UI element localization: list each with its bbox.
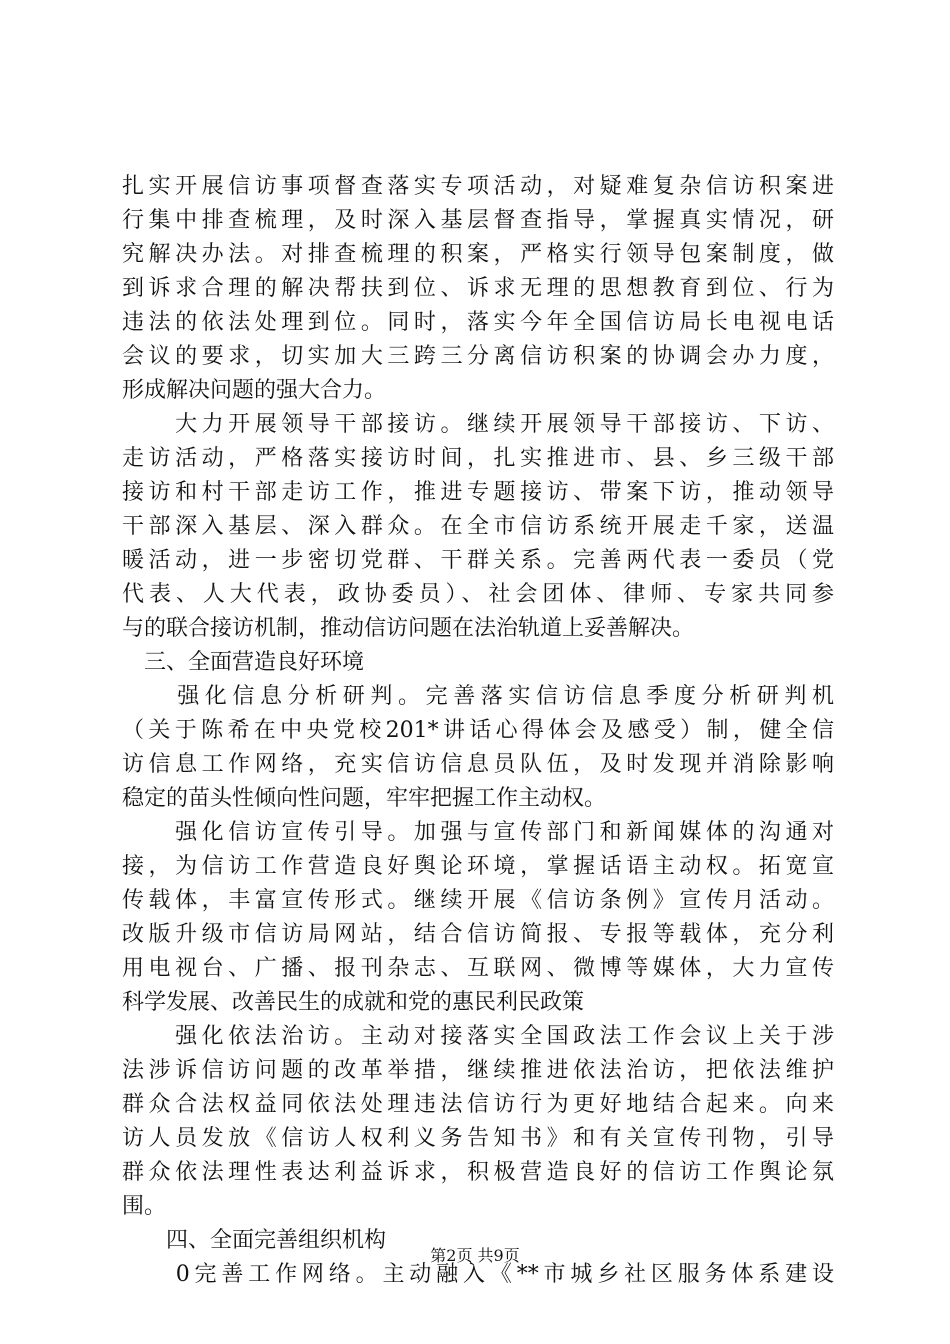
text-line: 强化信访宣传引导。加强与宣传部门和新闻媒体的沟通对 <box>122 820 834 845</box>
text-line: 用电视台、广播、报刊杂志、互联网、微博等媒体，大力宣传 <box>122 956 834 981</box>
text-line: 干部深入基层、深入群众。在全市信访系统开展走千家，送温 <box>122 514 834 539</box>
text-line: 接访和村干部走访工作，推进专题接访、带案下访，推动领导 <box>122 480 834 505</box>
text-line: 代表、人大代表，政协委员）、社会团体、律师、专家共同参 <box>122 582 834 607</box>
text-line: 与的联合接访机制，推动信访问题在法治轨道上妥善解决。 <box>122 616 695 641</box>
page-number-footer: 第2页 共9页 <box>430 1246 520 1265</box>
text-line: 稳定的苗头性倾向性问题，牢牢把握工作主动权。 <box>122 786 607 811</box>
text-line: 扎实开展信访事项督查落实专项活动，对疑难复杂信访积案进 <box>122 174 834 199</box>
section-heading: 三、全面营造良好环境 <box>122 650 365 675</box>
text-line: 改版升级市信访局网站，结合信访简报、专报等载体，充分利 <box>122 922 834 947</box>
text-line: 形成解决问题的强大合力。 <box>122 378 387 403</box>
text-line: 行集中排查梳理，及时深入基层督查指导，掌握真实情况，研 <box>122 208 834 233</box>
text-line: 访人员发放《信访人权利义务告知书》和有关宣传刊物，引导 <box>122 1126 834 1151</box>
text-line: 围。 <box>122 1194 167 1219</box>
text-line: 传载体，丰富宣传形式。继续开展《信访条例》宣传月活动。 <box>122 888 834 913</box>
text-line: 群众依法理性表达利益诉求，积极营造良好的信访工作舆论氛 <box>122 1160 834 1185</box>
document-body <box>122 170 834 1292</box>
text-line: 0完善工作网络。主动融入《**市城乡社区服务体系建设 <box>122 1262 834 1287</box>
text-line: 科学发展、改善民生的成就和党的惠民利民政策 <box>122 990 585 1015</box>
text-line: 群众合法权益同依法处理违法信访行为更好地结合起来。向来 <box>122 1092 834 1117</box>
text-line: 究解决办法。对排查梳理的积案，严格实行领导包案制度，做 <box>122 242 834 267</box>
text-line: 强化信息分析研判。完善落实信访信息季度分析研判机 <box>122 684 834 709</box>
text-line: 接，为信访工作营造良好舆论环境，掌握话语主动权。拓宽宣 <box>122 854 834 879</box>
section-heading: 四、全面完善组织机构 <box>122 1228 387 1253</box>
text-line: 强化依法治访。主动对接落实全国政法工作会议上关于涉 <box>122 1024 834 1049</box>
text-line: 会议的要求，切实加大三跨三分离信访积案的协调会办力度， <box>122 344 834 369</box>
text-line: 访信息工作网络，充实信访信息员队伍，及时发现并消除影响 <box>122 752 834 777</box>
text-line: （关于陈希在中央党校201*讲话心得体会及感受）制，健全信 <box>122 718 834 743</box>
text-line: 大力开展领导干部接访。继续开展领导干部接访、下访、 <box>122 412 834 437</box>
text-line: 走访活动，严格落实接访时间，扎实推进市、县、乡三级干部 <box>122 446 834 471</box>
text-line: 到诉求合理的解决帮扶到位、诉求无理的思想教育到位、行为 <box>122 276 834 301</box>
text-line: 法涉诉信访问题的改革举措，继续推进依法治访，把依法维护 <box>122 1058 834 1083</box>
text-line: 暖活动，进一步密切党群、干群关系。完善两代表一委员（党 <box>122 548 834 573</box>
text-line: 违法的依法处理到位。同时，落实今年全国信访局长电视电话 <box>122 310 834 335</box>
